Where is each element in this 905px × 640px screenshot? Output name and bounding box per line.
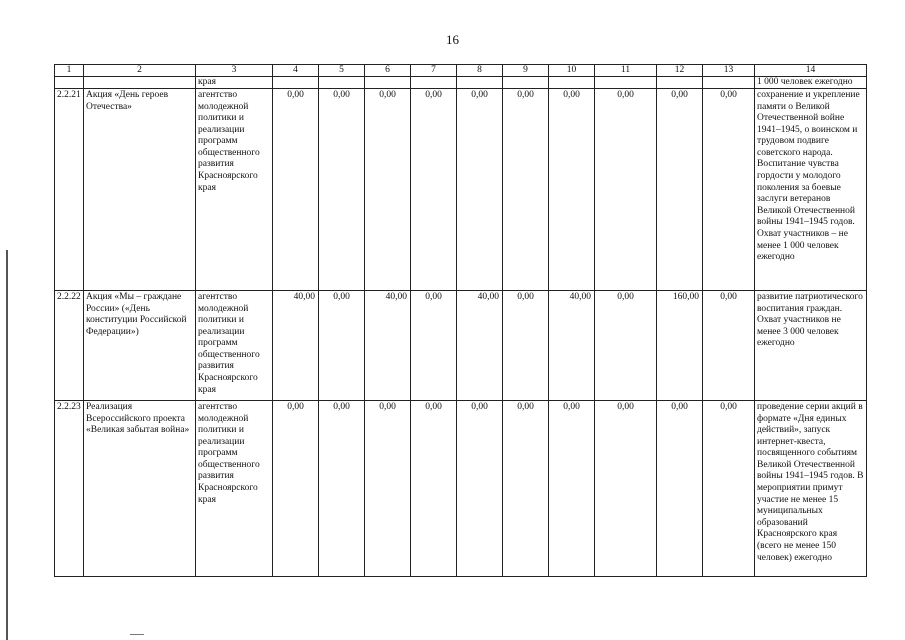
value-cell: 0,00 <box>549 89 595 291</box>
table-row <box>55 401 867 577</box>
value-cell: 0,00 <box>503 401 549 577</box>
row-id: 2.2.22 <box>55 291 84 401</box>
column-header: 11 <box>595 65 657 77</box>
continuation-result: 1 000 человек ежегодно <box>755 77 867 89</box>
column-number-row <box>55 65 867 77</box>
column-header: 10 <box>549 65 595 77</box>
row-id: 2.2.23 <box>55 401 84 577</box>
value-cell: 0,00 <box>549 401 595 577</box>
page-number: 16 <box>446 32 459 47</box>
value-cell: 40,00 <box>457 291 503 401</box>
value-cell: 0,00 <box>319 291 365 401</box>
value-cell: 0,00 <box>273 401 319 577</box>
table-row <box>55 89 867 291</box>
value-cell: 0,00 <box>503 89 549 291</box>
scan-mark <box>130 634 144 639</box>
column-header: 5 <box>319 65 365 77</box>
row-result: развитие патриотического воспитания граждан. Охват участников не менее 3 000 человек ежегодно <box>755 291 867 401</box>
value-cell: 0,00 <box>319 89 365 291</box>
value-cell: 40,00 <box>273 291 319 401</box>
column-header: 14 <box>755 65 867 77</box>
column-header: 12 <box>657 65 703 77</box>
column-header: 4 <box>273 65 319 77</box>
column-header: 7 <box>411 65 457 77</box>
column-header: 1 <box>55 65 84 77</box>
value-cell: 40,00 <box>549 291 595 401</box>
row-name: Акция «День героев Отечества» <box>84 89 196 291</box>
value-cell: 0,00 <box>457 89 503 291</box>
value-cell: 160,00 <box>657 291 703 401</box>
value-cell: 0,00 <box>319 401 365 577</box>
column-header: 3 <box>196 65 273 77</box>
continuation-executor: края <box>196 77 273 89</box>
value-cell: 0,00 <box>657 401 703 577</box>
value-cell: 0,00 <box>595 291 657 401</box>
column-header: 8 <box>457 65 503 77</box>
value-cell: 0,00 <box>411 89 457 291</box>
value-cell: 0,00 <box>457 401 503 577</box>
continuation-row <box>55 77 867 89</box>
value-cell: 0,00 <box>365 89 411 291</box>
column-header: 13 <box>703 65 755 77</box>
column-header: 2 <box>84 65 196 77</box>
value-cell: 0,00 <box>503 291 549 401</box>
scan-edge-line <box>6 250 8 640</box>
table-row <box>55 291 867 401</box>
row-executor: агентство молодежной политики и реализации программ общественного развития Красноярского края <box>196 401 273 577</box>
row-executor: агентство молодежной политики и реализации программ общественного развития Красноярского края <box>196 89 273 291</box>
value-cell: 0,00 <box>273 89 319 291</box>
row-result: проведение серии акций в формате «Дня единых действий», запуск интернет-квеста, посвященного событиям Великой Отечественной войны 1941–1945 годов. В мероприятии примут участие не менее 15 муниципальных образований Красноярского края (всего не менее 150 человек) ежегодно <box>755 401 867 577</box>
program-activities-table <box>54 64 867 577</box>
value-cell: 0,00 <box>657 89 703 291</box>
value-cell: 0,00 <box>703 401 755 577</box>
column-header: 9 <box>503 65 549 77</box>
value-cell: 0,00 <box>595 401 657 577</box>
row-name: Акция «Мы – граждане России» («День конституции Российской Федерации») <box>84 291 196 401</box>
value-cell: 0,00 <box>703 291 755 401</box>
column-header: 6 <box>365 65 411 77</box>
row-result: сохранение и укрепление памяти о Великой Отечественной войне 1941–1945, о воинском и трудовом подвиге советского народа. Воспитание чувства гордости у молодого поколения за боевые заслуги ветеранов Великой Отечественной войны 1941–1945 годов. Охват участников – не менее 1 000 человек ежегодно <box>755 89 867 291</box>
value-cell: 0,00 <box>411 291 457 401</box>
value-cell: 0,00 <box>365 401 411 577</box>
value-cell: 0,00 <box>595 89 657 291</box>
value-cell: 40,00 <box>365 291 411 401</box>
row-executor: агентство молодежной политики и реализации программ общественного развития Красноярского края <box>196 291 273 401</box>
row-id: 2.2.21 <box>55 89 84 291</box>
value-cell: 0,00 <box>703 89 755 291</box>
row-name: Реализация Всероссийского проекта «Великая забытая война» <box>84 401 196 577</box>
value-cell: 0,00 <box>411 401 457 577</box>
